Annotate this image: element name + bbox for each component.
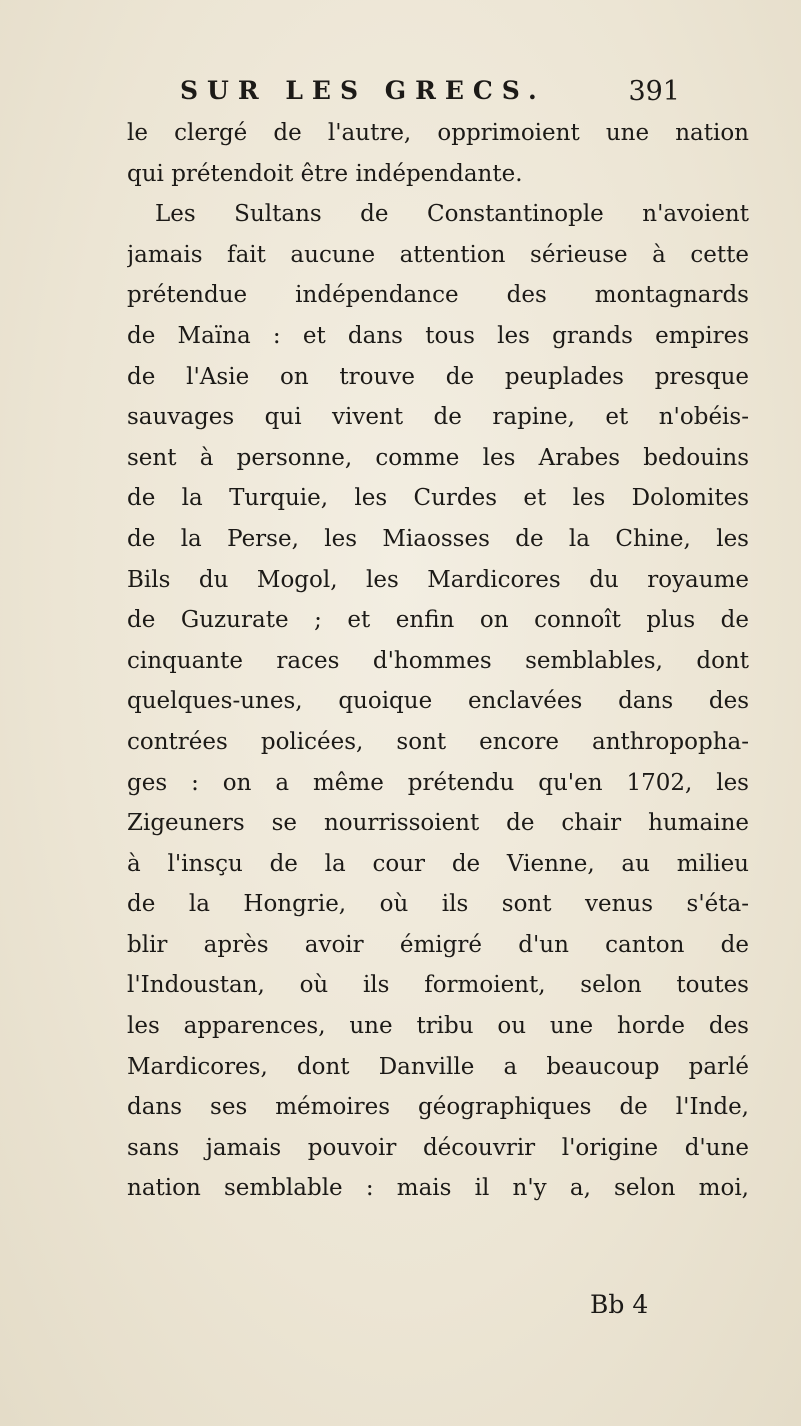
text-line: le clergé de l'autre, opprimoient une nation — [127, 120, 749, 146]
text-line: Mardicores, dont Danville a beaucoup parlé — [127, 1053, 749, 1080]
text-line: blir après avoir émigré d'un canton de — [127, 931, 749, 958]
text-line: jamais fait aucune attention sérieuse à cette — [127, 241, 749, 268]
text-line: prétendue indépendance des montagnards — [127, 282, 749, 309]
text-line: dans ses mémoires géographiques de l'Inde, — [127, 1094, 749, 1121]
text-line: de la Hongrie, où ils sont venus s'éta- — [127, 891, 749, 918]
text-line: sent à personne, comme les Arabes bedouins — [127, 444, 749, 471]
text-line: contrées policées, sont encore anthropopha- — [127, 728, 749, 755]
text-line: Les Sultans de Constantinople n'avoient — [155, 201, 749, 228]
text-line: l'Indoustan, où ils formoient, selon toutes — [127, 972, 749, 999]
text-line: nation semblable : mais il n'y a, selon moi, — [127, 1175, 749, 1202]
signature-mark: Bb 4 — [590, 1290, 649, 1319]
text-line: Zigeuners se nourrissoient de chair humaine — [127, 810, 749, 837]
page-number: 391 — [628, 76, 680, 107]
text-line: sauvages qui vivent de rapine, et n'obéis- — [127, 404, 749, 431]
text-line: quelques-unes, quoique enclavées dans des — [127, 688, 749, 715]
text-line: de Guzurate ; et enfin on connoît plus de — [127, 607, 749, 634]
text-line: Bils du Mogol, les Mardicores du royaume — [127, 566, 749, 593]
text-line: qui prétendoit être indépendante. — [127, 160, 523, 187]
text-line: à l'insçu de la cour de Vienne, au milieu — [127, 850, 749, 877]
text-line: de la Perse, les Miaosses de la Chine, les — [127, 525, 749, 552]
text-line: de la Turquie, les Curdes et les Dolomites — [127, 485, 749, 512]
text-line: de Maïna : et dans tous les grands empires — [127, 322, 749, 349]
running-head — [180, 70, 680, 114]
running-title: SUR LES GRECS. — [180, 76, 546, 105]
text-line: de l'Asie on trouve de peuplades presque — [127, 363, 749, 390]
text-line: ges : on a même prétendu qu'en 1702, les — [127, 769, 749, 796]
text-line: les apparences, une tribu ou une horde des — [127, 1013, 749, 1040]
text-line: cinquante races d'hommes semblables, dont — [127, 647, 749, 674]
text-line: sans jamais pouvoir découvrir l'origine d'une — [127, 1134, 749, 1161]
body-text — [127, 113, 749, 1209]
